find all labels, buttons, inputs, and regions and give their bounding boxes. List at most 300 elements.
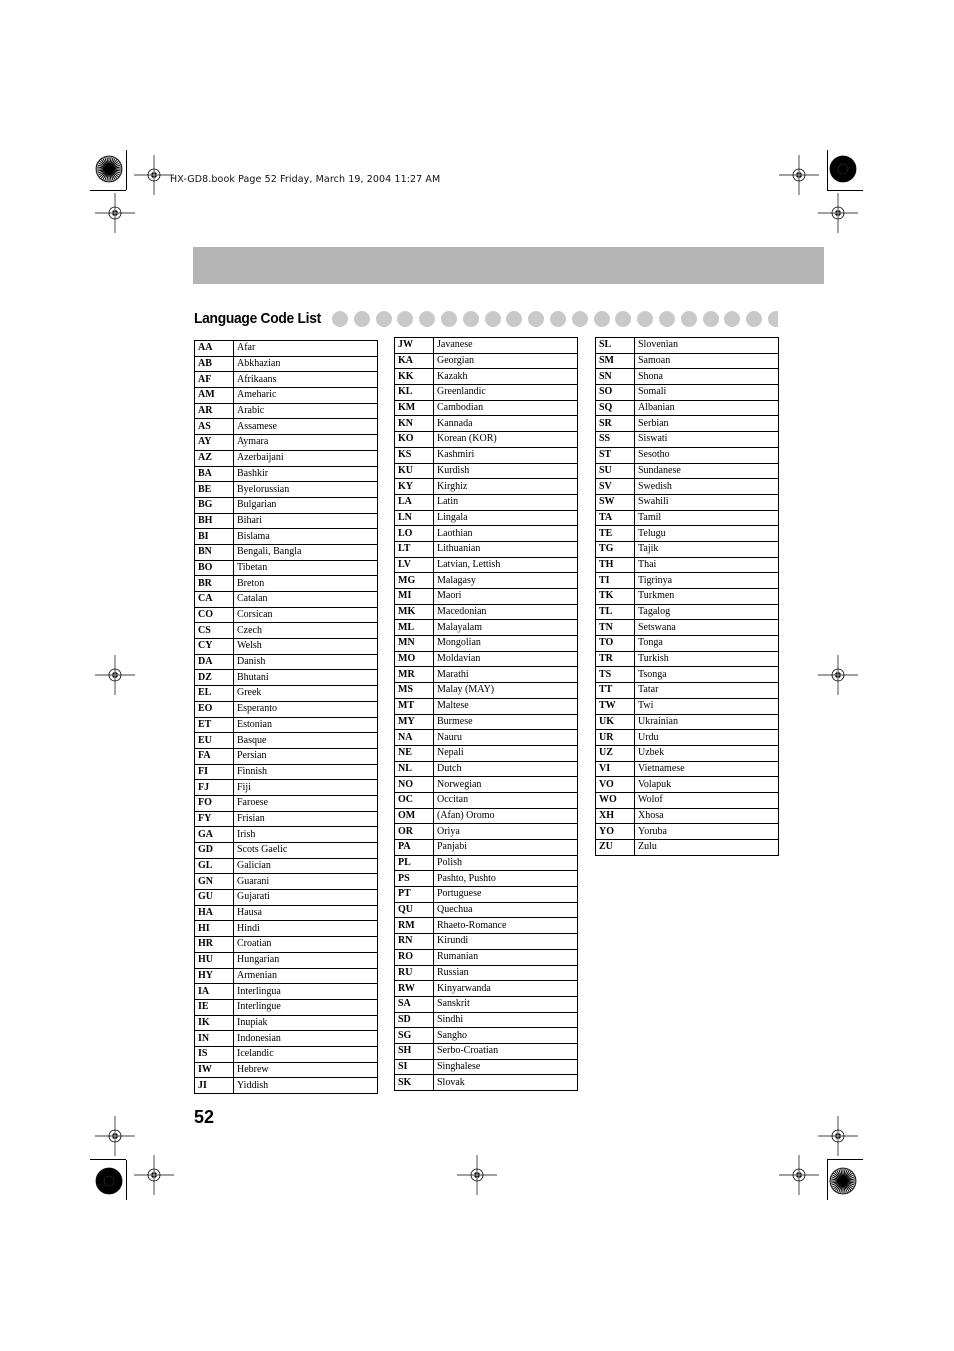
language-name: Sesotho	[635, 447, 779, 463]
crop-mark-line	[827, 190, 863, 191]
language-name: Ukrainian	[635, 714, 779, 730]
language-row	[195, 560, 378, 576]
language-name: Danish	[234, 654, 378, 670]
language-code: FO	[195, 795, 234, 811]
language-name: Cambodian	[434, 400, 578, 416]
language-row	[596, 338, 779, 354]
language-code: AM	[195, 388, 234, 404]
language-code: ET	[195, 717, 234, 733]
language-name: Kurdish	[434, 463, 578, 479]
language-row	[395, 447, 578, 463]
language-row	[195, 623, 378, 639]
language-name: Greek	[234, 686, 378, 702]
registration-starburst-icon	[829, 155, 857, 183]
language-row	[395, 981, 578, 997]
language-name: Bislama	[234, 529, 378, 545]
language-code: BH	[195, 513, 234, 529]
language-row	[195, 513, 378, 529]
language-row	[195, 356, 378, 372]
language-name: Yiddish	[234, 1078, 378, 1094]
language-code: AZ	[195, 450, 234, 466]
language-code: SN	[596, 369, 635, 385]
language-row	[596, 463, 779, 479]
language-row	[596, 714, 779, 730]
registration-crosshair-icon	[779, 1155, 819, 1195]
language-row	[395, 651, 578, 667]
decorative-dot	[419, 311, 435, 327]
language-name: Corsican	[234, 607, 378, 623]
language-name: Frisian	[234, 811, 378, 827]
language-row	[395, 1012, 578, 1028]
decorative-dot	[724, 311, 740, 327]
language-code: UR	[596, 730, 635, 746]
language-code: KU	[395, 463, 434, 479]
language-row	[195, 843, 378, 859]
language-row	[596, 636, 779, 652]
decorative-dot	[506, 311, 522, 327]
language-name: Singhalese	[434, 1059, 578, 1075]
language-code: GA	[195, 827, 234, 843]
language-name: Tibetan	[234, 560, 378, 576]
language-row	[395, 636, 578, 652]
language-code: DZ	[195, 670, 234, 686]
language-row	[395, 494, 578, 510]
language-name: Lithuanian	[434, 541, 578, 557]
language-name: Tamil	[635, 510, 779, 526]
language-code: AY	[195, 435, 234, 451]
language-code: KA	[395, 353, 434, 369]
language-name: Tajik	[635, 541, 779, 557]
language-name: Swedish	[635, 479, 779, 495]
crop-mark-line	[827, 1159, 863, 1160]
language-row	[596, 541, 779, 557]
language-name: Serbian	[635, 416, 779, 432]
language-code: HY	[195, 968, 234, 984]
language-name: Polish	[434, 855, 578, 871]
language-code: WO	[596, 792, 635, 808]
language-code: ML	[395, 620, 434, 636]
language-row	[195, 780, 378, 796]
decorative-dot	[397, 311, 413, 327]
language-name: Twi	[635, 698, 779, 714]
language-row	[596, 589, 779, 605]
language-row	[395, 855, 578, 871]
registration-crosshair-icon	[779, 155, 819, 195]
language-code: CO	[195, 607, 234, 623]
language-name: Maltese	[434, 698, 578, 714]
language-code: MS	[395, 683, 434, 699]
language-name: Tigrinya	[635, 573, 779, 589]
language-row	[195, 1031, 378, 1047]
language-row	[395, 1075, 578, 1091]
language-row	[395, 840, 578, 856]
language-code: HI	[195, 921, 234, 937]
language-name: Portuguese	[434, 887, 578, 903]
registration-crosshair-icon	[95, 655, 135, 695]
language-row	[596, 745, 779, 761]
language-row	[395, 353, 578, 369]
language-code: NL	[395, 761, 434, 777]
language-name: Byelorussian	[234, 482, 378, 498]
language-row	[195, 576, 378, 592]
language-row	[395, 871, 578, 887]
language-name: Yoruba	[635, 824, 779, 840]
language-row	[195, 748, 378, 764]
language-name: Kashmiri	[434, 447, 578, 463]
language-code: SU	[596, 463, 635, 479]
language-row	[596, 777, 779, 793]
language-name: Slovenian	[635, 338, 779, 354]
language-code: CY	[195, 639, 234, 655]
registration-crosshair-icon	[457, 1155, 497, 1195]
crop-mark-line	[827, 1160, 828, 1200]
language-code: TE	[596, 526, 635, 542]
language-name: Pashto, Pushto	[434, 871, 578, 887]
language-row	[395, 949, 578, 965]
language-row	[195, 827, 378, 843]
language-name: Samoan	[635, 353, 779, 369]
language-name: Bengali, Bangla	[234, 544, 378, 560]
language-name: Shona	[635, 369, 779, 385]
language-code: SA	[395, 996, 434, 1012]
language-row	[195, 701, 378, 717]
language-name: Serbo-Croatian	[434, 1043, 578, 1059]
language-code: QU	[395, 902, 434, 918]
language-code: CS	[195, 623, 234, 639]
language-code: SR	[596, 416, 635, 432]
language-row	[596, 353, 779, 369]
language-row	[395, 683, 578, 699]
language-name: Maori	[434, 589, 578, 605]
language-code: SM	[596, 353, 635, 369]
language-name: Irish	[234, 827, 378, 843]
language-code: BA	[195, 466, 234, 482]
language-code: MY	[395, 714, 434, 730]
language-code: PA	[395, 840, 434, 856]
decorative-dot	[637, 311, 653, 327]
language-code: SK	[395, 1075, 434, 1091]
language-code: MK	[395, 604, 434, 620]
crop-mark-line	[126, 150, 127, 190]
language-code: FA	[195, 748, 234, 764]
language-name: Panjabi	[434, 840, 578, 856]
language-code: TN	[596, 620, 635, 636]
language-code: GD	[195, 843, 234, 859]
language-row	[195, 890, 378, 906]
language-row	[596, 730, 779, 746]
language-code: RM	[395, 918, 434, 934]
language-name: Malay (MAY)	[434, 683, 578, 699]
language-code: TS	[596, 667, 635, 683]
language-code: AA	[195, 341, 234, 357]
language-row	[596, 824, 779, 840]
language-code: ST	[596, 447, 635, 463]
language-name: Telugu	[635, 526, 779, 542]
language-row	[395, 526, 578, 542]
language-name: Sanskrit	[434, 996, 578, 1012]
language-row	[195, 937, 378, 953]
language-name: Icelandic	[234, 1046, 378, 1062]
language-name: Breton	[234, 576, 378, 592]
language-name: Swahili	[635, 494, 779, 510]
language-row	[395, 1028, 578, 1044]
language-name: Laothian	[434, 526, 578, 542]
language-code: IA	[195, 984, 234, 1000]
language-code: SS	[596, 432, 635, 448]
language-code: MN	[395, 636, 434, 652]
language-row	[395, 541, 578, 557]
language-code: AF	[195, 372, 234, 388]
language-code: HR	[195, 937, 234, 953]
language-row	[195, 811, 378, 827]
language-name: Greenlandic	[434, 385, 578, 401]
language-code: MG	[395, 573, 434, 589]
language-code: RO	[395, 949, 434, 965]
language-name: Bhutani	[234, 670, 378, 686]
language-row	[395, 761, 578, 777]
language-name: Georgian	[434, 353, 578, 369]
header-band	[193, 247, 824, 284]
language-name: Czech	[234, 623, 378, 639]
language-name: Azerbaijani	[234, 450, 378, 466]
language-code: YO	[596, 824, 635, 840]
language-row	[195, 435, 378, 451]
language-code: BI	[195, 529, 234, 545]
language-row	[596, 432, 779, 448]
language-name: Rhaeto-Romance	[434, 918, 578, 934]
language-row	[195, 999, 378, 1015]
language-name: Dutch	[434, 761, 578, 777]
language-name: Kannada	[434, 416, 578, 432]
language-row	[395, 1043, 578, 1059]
language-row	[596, 494, 779, 510]
language-row	[195, 466, 378, 482]
language-name: Esperanto	[234, 701, 378, 717]
language-code-table-2	[394, 337, 578, 1091]
language-row	[195, 905, 378, 921]
language-name: Quechua	[434, 902, 578, 918]
language-row	[195, 1078, 378, 1094]
section-title: Language Code List	[194, 309, 321, 327]
language-name: Gujarati	[234, 890, 378, 906]
language-row	[395, 604, 578, 620]
language-name: Hausa	[234, 905, 378, 921]
language-name: Galician	[234, 858, 378, 874]
language-code: IW	[195, 1062, 234, 1078]
language-code: BR	[195, 576, 234, 592]
language-row	[596, 698, 779, 714]
language-row	[195, 968, 378, 984]
crop-mark-line	[90, 1159, 126, 1160]
language-code: KM	[395, 400, 434, 416]
language-row	[596, 526, 779, 542]
language-code: JI	[195, 1078, 234, 1094]
language-code: XH	[596, 808, 635, 824]
language-code: BG	[195, 497, 234, 513]
decorative-dot	[550, 311, 566, 327]
language-name: (Afan) Oromo	[434, 808, 578, 824]
language-name: Uzbek	[635, 745, 779, 761]
language-name: Norwegian	[434, 777, 578, 793]
language-name: Persian	[234, 748, 378, 764]
decorative-dot	[485, 311, 501, 327]
language-code: SH	[395, 1043, 434, 1059]
language-code: BO	[195, 560, 234, 576]
language-name: Fiji	[234, 780, 378, 796]
language-row	[395, 777, 578, 793]
language-row	[395, 479, 578, 495]
language-code: TK	[596, 589, 635, 605]
decorative-dot	[659, 311, 675, 327]
language-code: MO	[395, 651, 434, 667]
language-name: Bihari	[234, 513, 378, 529]
language-row	[195, 450, 378, 466]
language-code: SI	[395, 1059, 434, 1075]
language-name: Ameharic	[234, 388, 378, 404]
language-name: Turkish	[635, 651, 779, 667]
language-code: TR	[596, 651, 635, 667]
language-code: TO	[596, 636, 635, 652]
language-name: Malayalam	[434, 620, 578, 636]
section-title-row	[194, 307, 332, 329]
language-row	[195, 639, 378, 655]
decorative-dot	[594, 311, 610, 327]
language-code: PS	[395, 871, 434, 887]
language-code: TG	[596, 541, 635, 557]
language-name: Interlingue	[234, 999, 378, 1015]
language-row	[596, 557, 779, 573]
decorative-dot	[572, 311, 588, 327]
decorative-dot	[615, 311, 631, 327]
registration-crosshair-icon	[134, 155, 174, 195]
language-row	[195, 372, 378, 388]
language-code: IE	[195, 999, 234, 1015]
decorative-dot	[354, 311, 370, 327]
language-name: Abkhazian	[234, 356, 378, 372]
language-row	[596, 416, 779, 432]
language-row	[195, 921, 378, 937]
language-name: Finnish	[234, 764, 378, 780]
language-code: RU	[395, 965, 434, 981]
language-code: RN	[395, 934, 434, 950]
language-code: BN	[195, 544, 234, 560]
language-row	[195, 984, 378, 1000]
language-name: Tonga	[635, 636, 779, 652]
language-name: Assamese	[234, 419, 378, 435]
language-name: Oriya	[434, 824, 578, 840]
title-dot-rule	[332, 311, 778, 329]
language-code: AR	[195, 403, 234, 419]
decorative-dot	[528, 311, 544, 327]
language-name: Estonian	[234, 717, 378, 733]
language-name: Xhosa	[635, 808, 779, 824]
language-row	[395, 400, 578, 416]
language-row	[596, 400, 779, 416]
language-code: RW	[395, 981, 434, 997]
language-name: Afrikaans	[234, 372, 378, 388]
language-code: NO	[395, 777, 434, 793]
language-code: EU	[195, 733, 234, 749]
decorative-dot	[703, 311, 719, 327]
language-name: Russian	[434, 965, 578, 981]
language-code: IK	[195, 1015, 234, 1031]
language-row	[195, 403, 378, 419]
language-name: Arabic	[234, 403, 378, 419]
language-code: TH	[596, 557, 635, 573]
decorative-dot	[463, 311, 479, 327]
language-name: Indonesian	[234, 1031, 378, 1047]
language-row	[596, 683, 779, 699]
language-name: Welsh	[234, 639, 378, 655]
decorative-dot	[681, 311, 697, 327]
language-row	[395, 745, 578, 761]
language-name: Rumanian	[434, 949, 578, 965]
language-code: HU	[195, 952, 234, 968]
language-row	[195, 952, 378, 968]
language-code: GN	[195, 874, 234, 890]
language-row	[395, 463, 578, 479]
language-row	[395, 792, 578, 808]
language-row	[195, 544, 378, 560]
language-row	[395, 385, 578, 401]
crop-mark-line	[827, 150, 828, 190]
language-row	[596, 651, 779, 667]
language-row	[395, 714, 578, 730]
language-row	[195, 388, 378, 404]
language-row	[395, 918, 578, 934]
language-name: Turkmen	[635, 589, 779, 605]
language-row	[195, 497, 378, 513]
language-code: NA	[395, 730, 434, 746]
language-name: Nauru	[434, 730, 578, 746]
language-row	[395, 887, 578, 903]
language-name: Zulu	[635, 840, 779, 856]
language-row	[596, 385, 779, 401]
language-code: DA	[195, 654, 234, 670]
language-row	[195, 764, 378, 780]
decorative-dot	[441, 311, 457, 327]
language-row	[395, 416, 578, 432]
language-code: SV	[596, 479, 635, 495]
language-code: AB	[195, 356, 234, 372]
language-name: Malagasy	[434, 573, 578, 589]
language-name: Javanese	[434, 338, 578, 354]
language-name: Moldavian	[434, 651, 578, 667]
language-row	[195, 795, 378, 811]
language-code: SQ	[596, 400, 635, 416]
language-row	[395, 965, 578, 981]
language-row	[195, 1062, 378, 1078]
language-code: SO	[596, 385, 635, 401]
language-code: OM	[395, 808, 434, 824]
language-row	[596, 620, 779, 636]
decorative-dot	[746, 311, 762, 327]
language-row	[395, 589, 578, 605]
language-row	[395, 338, 578, 354]
language-name: Sindhi	[434, 1012, 578, 1028]
language-row	[395, 432, 578, 448]
language-name: Urdu	[635, 730, 779, 746]
language-code: NE	[395, 745, 434, 761]
language-row	[395, 824, 578, 840]
language-code: FJ	[195, 780, 234, 796]
language-name: Armenian	[234, 968, 378, 984]
language-name: Korean (KOR)	[434, 432, 578, 448]
language-row	[596, 808, 779, 824]
language-name: Tagalog	[635, 604, 779, 620]
language-name: Marathi	[434, 667, 578, 683]
language-row	[195, 733, 378, 749]
